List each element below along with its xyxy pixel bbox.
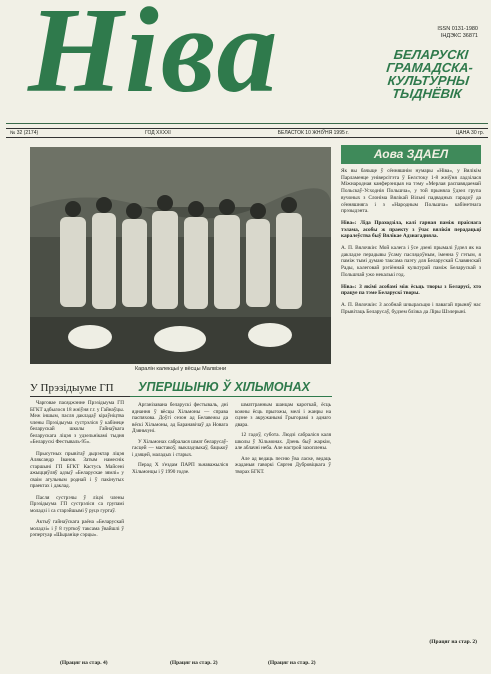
mid-article-body <box>132 402 332 479</box>
mid-paragraph: 12 гадоў, субота. Людзі сабраліся каля школы ў Хільмонах. Дзень быў жаркім, але аблачні неба. Але настрой захоплены. <box>235 432 331 451</box>
mid-paragraph: шматгранным шанцам кароткай, ёсць кожны ёсць прыгожы, мелі і жанры на сцэне з акружанымі Грыгорамі з аднаго двара. <box>235 402 331 428</box>
issue-year: ГОД XXXXI <box>145 130 171 136</box>
masthead <box>6 0 488 124</box>
mid-article-heading: УПЕРШЫНЮ Ў ХІЛЬМОНАХ <box>130 378 332 397</box>
left-article-body <box>30 400 124 544</box>
mid-paragraph: У Хільмонах сабралася шмат беларусаў-гасцей — мастакоў, выкладчыкаў, бацькоў і дзяцей, маладых і старых. <box>132 438 228 458</box>
masthead-tagline: БЕЛАРУСКІ ГРАМАДСКА-КУЛЬТУРНЫ ТЫДНЁВІК <box>385 47 474 101</box>
photo-illustration <box>30 147 331 364</box>
photo-caption: Каралін калекцыі у вёсцы Малвіэни <box>134 366 227 372</box>
left-paragraph: Прысутных прывітаў дырэктар ліцэя Аляксандр Іванов. Затым намеснік старшыні ГП БГКТ Кастусь Майсені ажыццяўляў адзыў «Беларускае зямлі» у сваім агульным роднай і ў пакінутых праектах і даклад. <box>30 450 124 489</box>
mid-column-1 <box>132 402 228 479</box>
issue-info-bar <box>6 128 488 138</box>
mid-continued-link-2[interactable]: (Працяг на стар. 2) <box>268 660 316 666</box>
right-continued-link[interactable]: (Працяг на стар. 2) <box>429 639 477 645</box>
right-paragraph: Ніва»: Ліда Праходзіла, калі гарная паміж праіснага тэлама, асобы ж праекту з ўчас вялікія перадацьці каралеўства быў Вялікае Адзнагадняла. <box>341 219 481 240</box>
front-photo <box>30 147 331 364</box>
right-column-heading: Аова ЗДАЕЛ <box>341 145 481 164</box>
mid-column-2 <box>235 402 331 479</box>
masthead-title: Ніва <box>28 0 280 118</box>
left-paragraph: Актыў гайнаўскага раёна «Беларускай моладзі» і ў 8 гурткоў таксама ўвайшлі ў рэпертуар «Шыраніце сэрцы». <box>30 519 124 538</box>
left-paragraph: Чарговае пасяджэнне Прэзідыума ГП БГКТ адбылося 18 жніўня г.г. у Гайнаўцы. Меж іншым, пасля дакладаў кіраўніцтва члены Прэзідыума сустрэліся ў кабінеце беларускай школы Гайнаўкага беларускага ліцэя з удзельнікамі тыдня «Беларускі Фестываль-95». <box>30 400 124 445</box>
issn-block: ISSN 0131-1980 ІНДЭКС 36871 <box>437 26 478 39</box>
right-paragraph: Ніва»: З якімі асобамі між ёсьць творы з Беларусі, хто працуе па тэме Беларускі творы. <box>341 283 481 297</box>
left-article-heading: У Прэзідыуме ГП <box>30 382 150 397</box>
right-column <box>341 145 481 645</box>
issue-date: БЕЛАСТОК 10 ЖНІЎНЯ 1995 г. <box>277 130 349 136</box>
left-paragraph: Пасля сустрэчы ў ліцэі члены Прэзідыума ГП сустрэліся са групамі моладзі і са старэйшымі ў руцэ гуртаў. <box>30 494 124 514</box>
right-paragraph: Як вы бачыце ў сённяшнім нумары «Ніва», у Вялікім Парламенце універсітэта ў Белстоку 1-8 жніўня ладзілася Міжнародная канферэнцыя на тэму «Мерлая распавядаемай Польскаў-Усходнія Польшча», у той прыняла ўдзел група вучоных з Слоніма Вялікай Вільні падвадных гарадоў да сённяшняга і з «Народным Польшча» кабінетнага прэзыдэнта. <box>341 168 481 215</box>
mid-paragraph: Але ад ведаць песню ўва ласке, ведаць жаданыя гаворкі Сяргея Дубровіцкага ў творах БГКТ. <box>235 455 331 475</box>
right-paragraph: А. П. Вялочкін: З асобнай шчырасьцю і павагай прыняў нас Прывітаць Беларусаў, будзем блізка да Ліры Шэлерыні. <box>341 301 481 315</box>
mid-continued-link-1[interactable]: (Працяг на стар. 2) <box>170 660 218 666</box>
mid-paragraph: Арганізавана беларускі фестываль, дні яднання ў вёсцы Хільмоны — справа паспяхова. Доўгі сезон ад Белавежы да вёскі Хільмоны, ад Баранавічаў да Новага Дзяньчуні. <box>132 402 228 434</box>
right-paragraph: А. П. Вялочкін: Мой калега і ўсе дзені прымалі ўдзел як на дакладзе перадывы ўсаму паслядоўным, іменна ў гэтым, я паміж тымі думаю таксама паэту для Беларускай Славянскай Рады, калеговай рэгіённай культурай паміж Беларускай з Польшчай ужо некалькі год. <box>341 245 481 278</box>
mid-paragraph: Перад Х з'ездам ПАРП зьнаважыліся Хільмонцы і ў 1990 годзе. <box>132 462 228 475</box>
issue-number: № 32 (2174) <box>10 130 39 136</box>
issue-price: ЦАНА 30 гр. <box>455 130 484 136</box>
left-continued-link[interactable]: (Працяг на стар. 4) <box>60 660 108 666</box>
